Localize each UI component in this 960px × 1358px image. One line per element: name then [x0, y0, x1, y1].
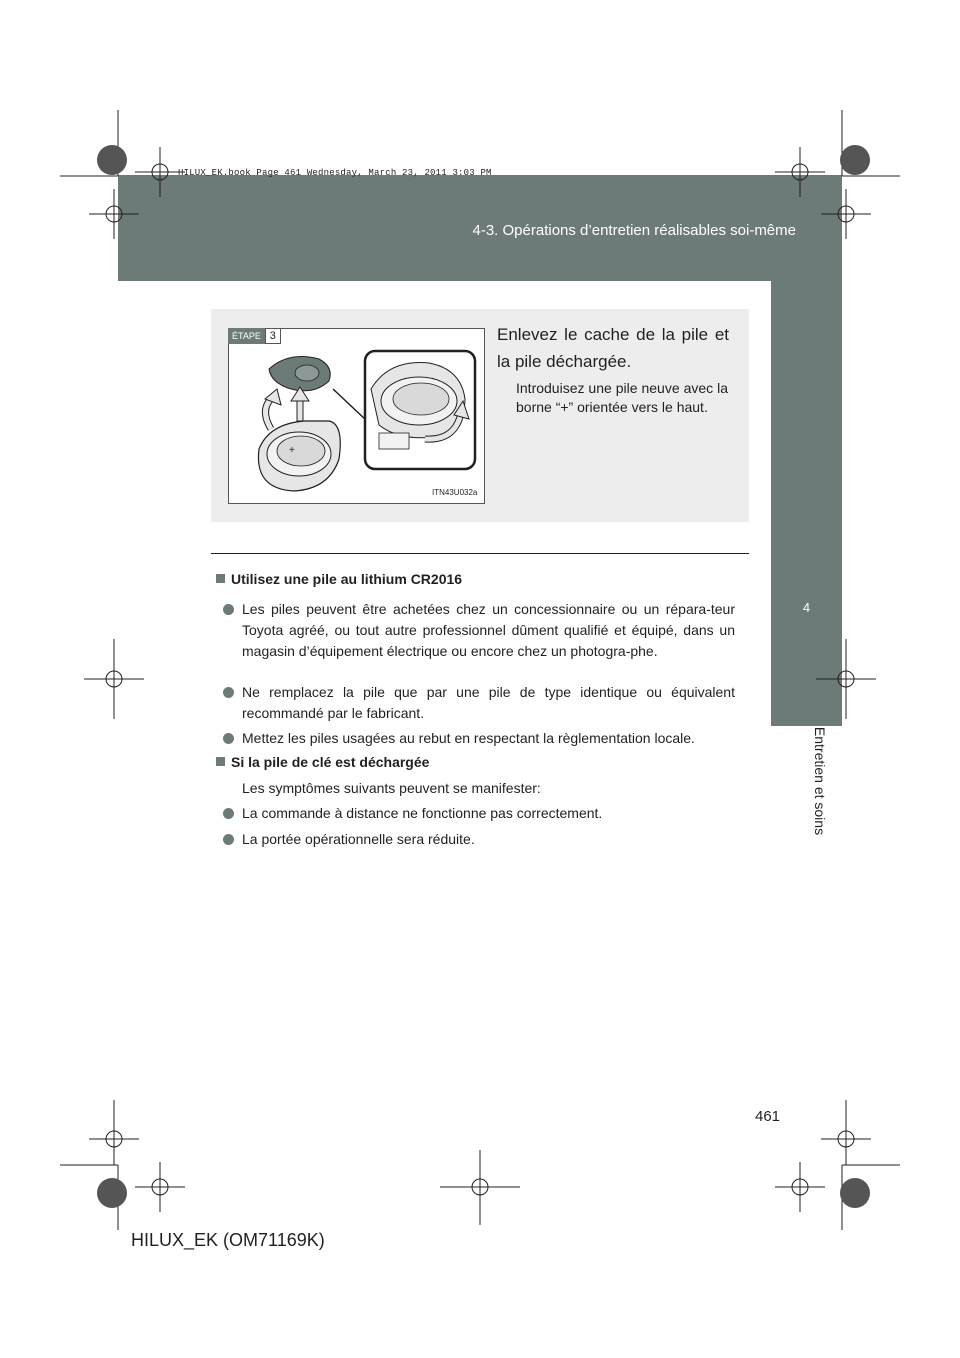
crosshair-mark-icon — [89, 189, 139, 239]
section-heading-text: Si la pile de clé est déchargée — [231, 754, 430, 770]
section-heading-text: Utilisez une pile au lithium CR2016 — [231, 571, 463, 587]
crosshair-mark-icon — [135, 147, 185, 197]
list-item-text: Mettez les piles usagées au rebut en respectant la règlementation locale. — [242, 730, 695, 746]
crosshair-mark-icon — [821, 189, 871, 239]
starburst-mark-icon — [97, 145, 127, 175]
crosshair-mark-icon — [440, 1150, 520, 1225]
starburst-mark-icon — [97, 1178, 127, 1208]
page-number: 461 — [755, 1108, 781, 1125]
list-item-text: Ne remplacez la pile que par une pile de type identique ou équivalent recommandé par le fabricant. — [242, 684, 735, 721]
list-item-text: Les piles peuvent être achetées chez un concessionnaire ou un répara-teur Toyota agréé, ou tout autre professionnel dûment qualifié et équipé, dans un magasin d’équipement électrique ou encore chez un photogra-phe. — [242, 601, 735, 659]
crosshair-mark-icon — [821, 1100, 871, 1165]
figure-code: ITN43U032a — [432, 488, 478, 497]
step-heading: Enlevez le cache de la pile et la pile déchargée. — [497, 325, 729, 371]
crosshair-mark-icon — [816, 639, 876, 719]
starburst-mark-icon — [840, 145, 870, 175]
list-item-text: La portée opérationnelle sera réduite. — [242, 831, 475, 847]
footer-model: HILUX_EK (OM71169K) — [131, 1230, 325, 1250]
crosshair-mark-icon — [89, 1100, 139, 1165]
chapter-label: Entretien et soins — [812, 726, 828, 836]
step-label: ÉTAPE — [228, 328, 265, 344]
section-intro: Les symptômes suivants peuvent se manifester: — [242, 780, 541, 796]
list-item-text: La commande à distance ne fonctionne pas correctement. — [242, 805, 603, 821]
crosshair-mark-icon — [775, 1162, 825, 1212]
starburst-mark-icon — [840, 1178, 870, 1208]
crosshair-mark-icon — [135, 1162, 185, 1212]
step-number: 3 — [265, 328, 281, 344]
section-title: 4-3. Opérations d’entretien réalisables soi-même — [472, 222, 796, 239]
crosshair-mark-icon — [775, 147, 825, 197]
step-note: Introduisez une pile neuve avec la borne “+” orientée vers le haut. — [516, 380, 728, 415]
crosshair-mark-icon — [84, 639, 144, 719]
svg-text:+: + — [289, 445, 295, 456]
book-stamp: HILUX_EK.book Page 461 Wednesday, March 23, 2011 3:03 PM — [178, 168, 492, 178]
chapter-number: 4 — [802, 600, 811, 615]
